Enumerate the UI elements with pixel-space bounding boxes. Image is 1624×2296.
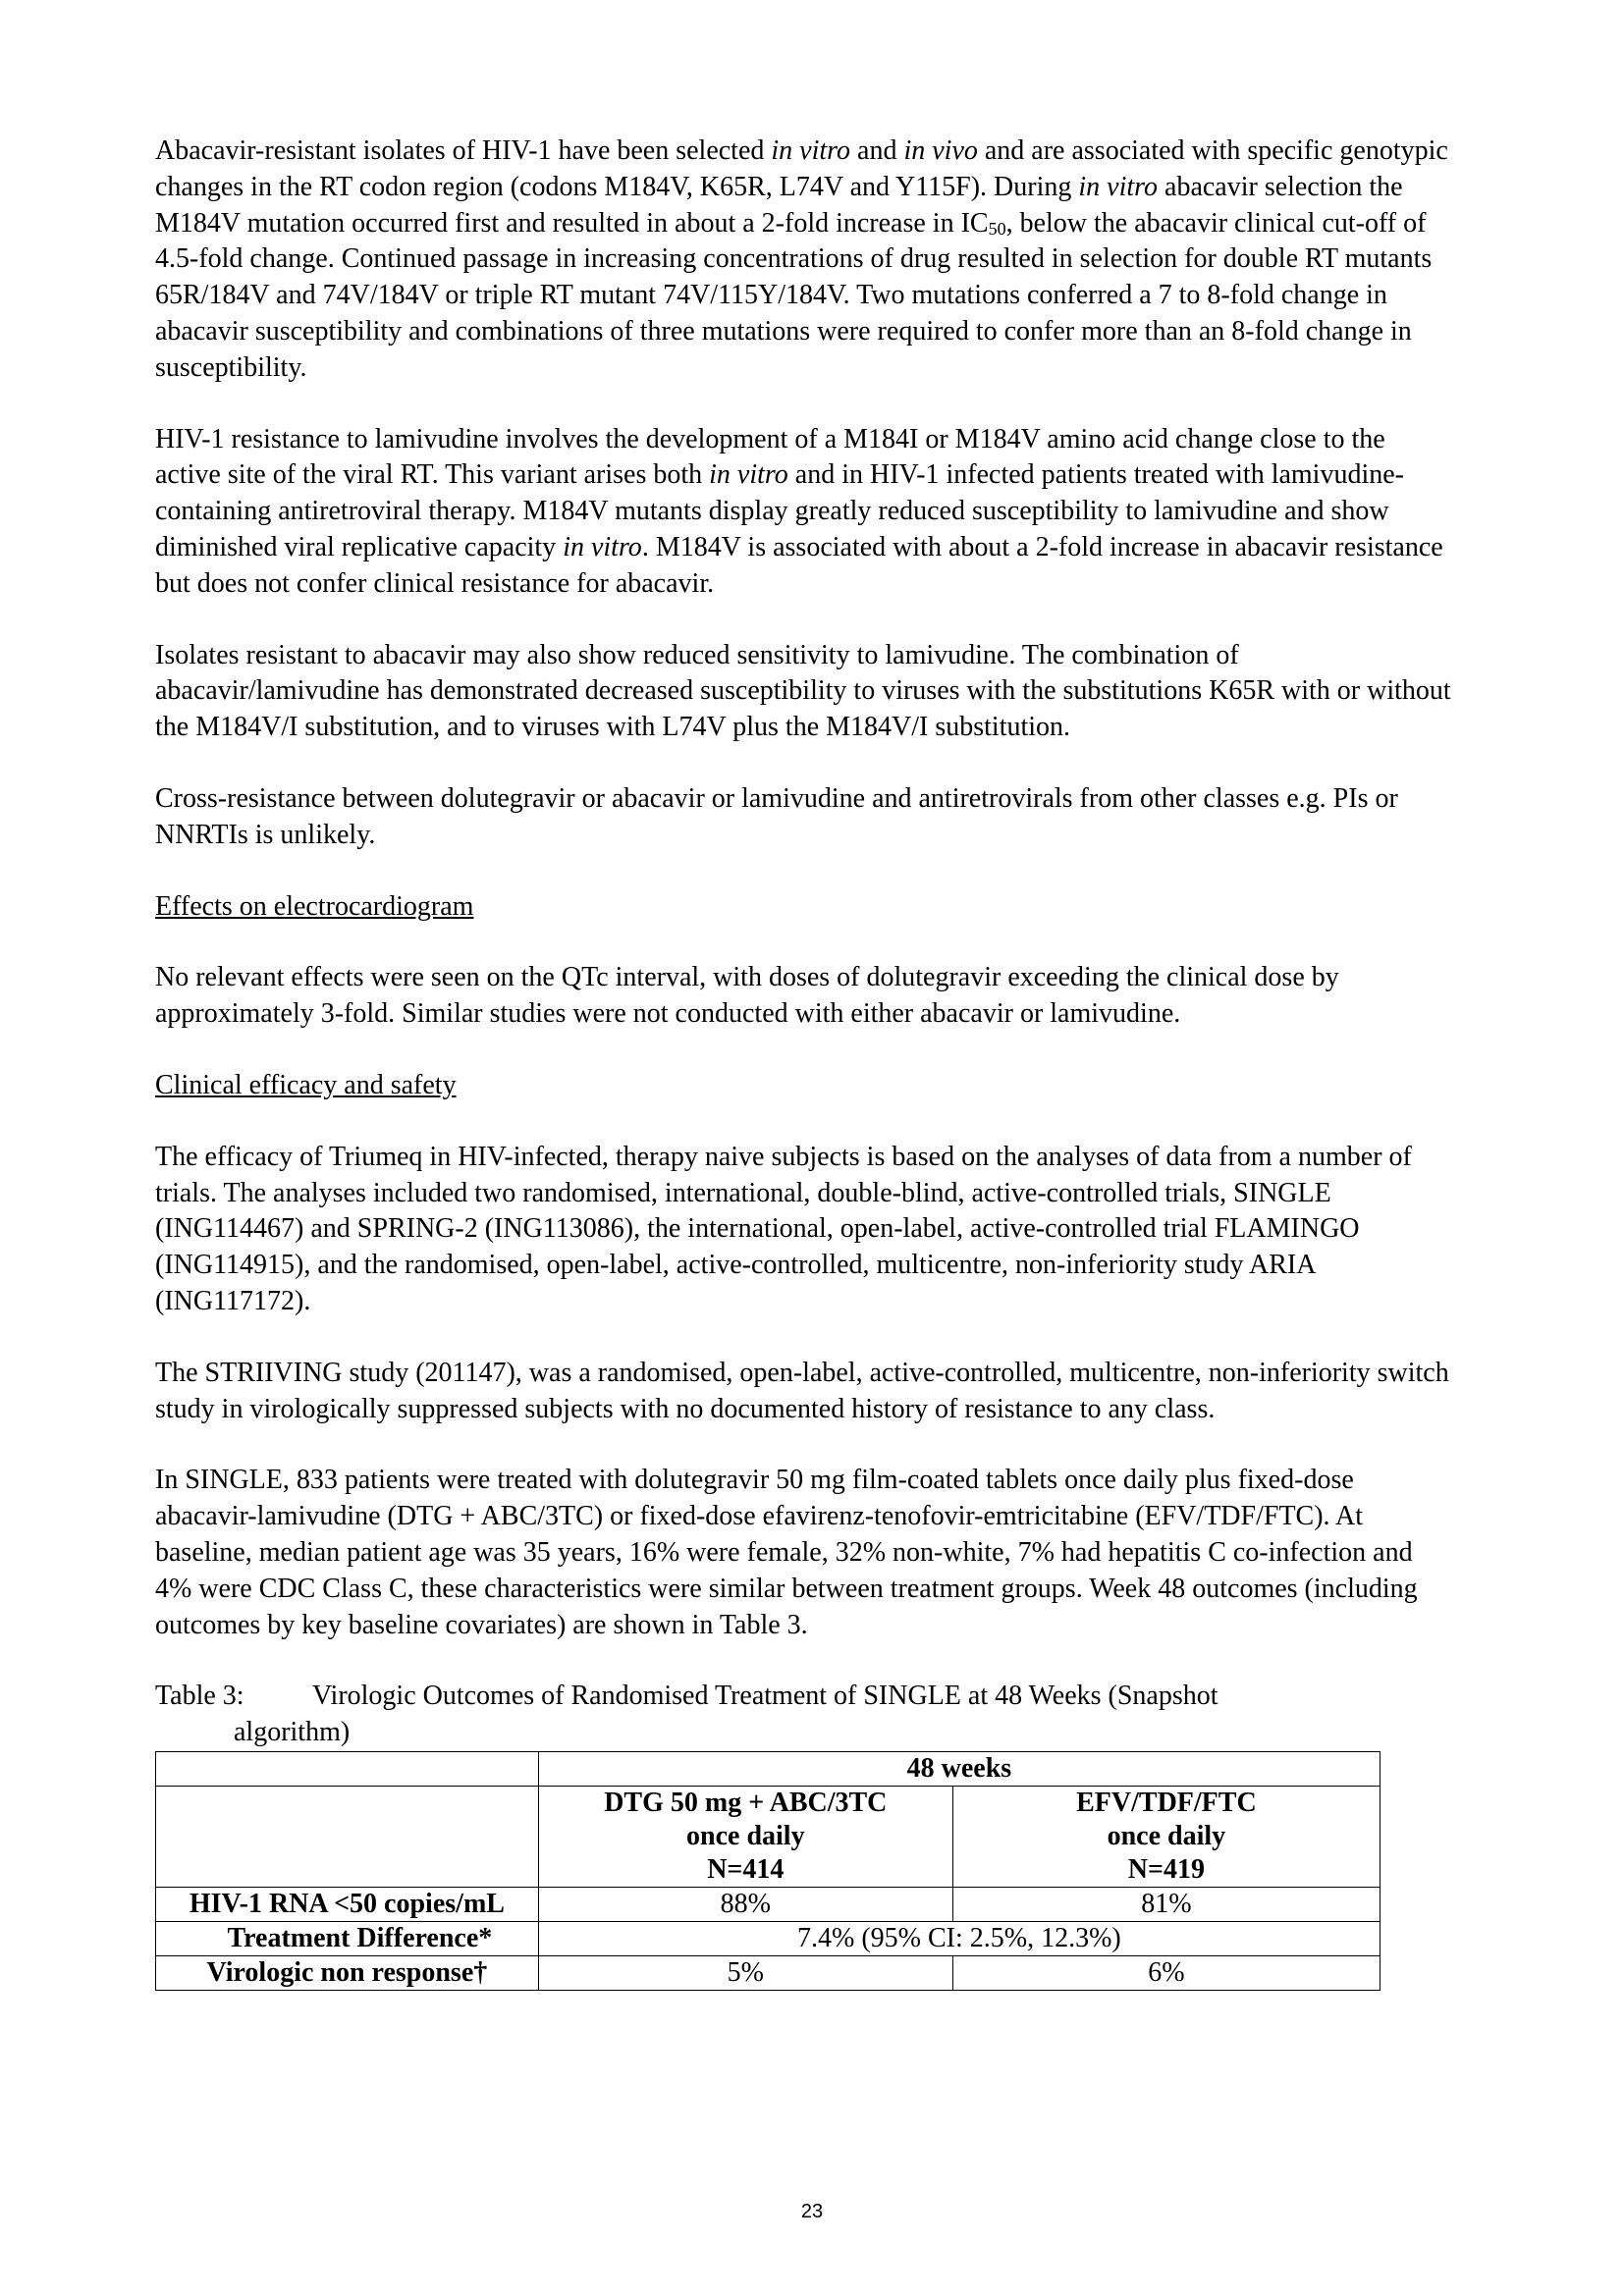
paragraph-striiving: The STRIIVING study (201147), was a randomised, open-label, active-controlled, multicentre, non-inferiority switch study in virologically suppressed subjects with no documented history of resistance to any class.	[155, 1357, 1449, 1424]
heading-electrocardiogram: Effects on electrocardiogram	[155, 890, 474, 922]
table-cell: 81%	[952, 1887, 1380, 1921]
column-header-efv: EFV/TDF/FTC once daily N=419	[952, 1786, 1380, 1887]
table-cell: 5%	[538, 1955, 952, 1990]
column-header-dtg: DTG 50 mg + ABC/3TC once daily N=414	[538, 1786, 952, 1887]
paragraph-isolates: Isolates resistant to abacavir may also show reduced sensitivity to lamivudine. The combination of abacavir/lamivudine has demonstrated decreased susceptibility to viruses with the substitutions K65R with or without the M184V/I substitution, and to viruses with L74V plus the M184V/I substitution.	[155, 639, 1451, 743]
table-caption-text: Virologic Outcomes of Randomised Treatment of SINGLE at 48 Weeks (Snapshot	[312, 1681, 1218, 1712]
heading-clinical-efficacy: Clinical efficacy and safety	[155, 1069, 457, 1100]
table-empty-header	[156, 1786, 539, 1887]
page-number: 23	[800, 2201, 824, 2222]
table-empty-corner	[156, 1751, 539, 1786]
table-caption-label: Table 3:	[155, 1681, 244, 1712]
table-row	[156, 1921, 1380, 1955]
row-label: Virologic non response†	[156, 1955, 539, 1990]
paragraph-lamivudine-resistance: HIV-1 resistance to lamivudine involves the development of a M184I or M184V amino acid change close to the active site of the viral RT. This variant arises both in vitro and in HIV-1 infected patients treated with lamivudine-containing antiretroviral therapy. M184V mutants display greatly reduced susceptibility to lamivudine and show diminished viral replicative capacity in vitro. M184V is associated with about a 2-fold increase in abacavir resistance but does not confer clinical resistance for abacavir.	[155, 423, 1443, 599]
paragraph-cross-resistance: Cross-resistance between dolutegravir or abacavir or lamivudine and antiretrovirals from other classes e.g. PIs or NNRTIs is unlikely.	[155, 782, 1398, 850]
table-caption-continued: algorithm)	[234, 1717, 351, 1748]
table-row	[156, 1955, 1380, 1990]
virologic-outcomes-table	[155, 1751, 1380, 1991]
table-column-header-row	[156, 1786, 1380, 1887]
row-label: HIV-1 RNA <50 copies/mL	[156, 1887, 539, 1921]
document-page	[155, 133, 1451, 1991]
table-cell: 6%	[952, 1955, 1380, 1990]
row-label: Treatment Difference*	[156, 1921, 539, 1955]
table-row	[156, 1887, 1380, 1921]
paragraph-qtc: No relevant effects were seen on the QTc interval, with doses of dolutegravir exceeding the clinical dose by approximately 3-fold. Similar studies were not conducted with either abacavir or lamivudine.	[155, 962, 1339, 1030]
table-group-header-row	[156, 1751, 1380, 1786]
table-cell-merged: 7.4% (95% CI: 2.5%, 12.3%)	[538, 1921, 1380, 1955]
paragraph-abacavir-resistance: Abacavir-resistant isolates of HIV-1 have been selected in vitro and in vivo and are associated with specific genotypic changes in the RT codon region (codons M184V, K65R, L74V and Y115F). During in vitro abacavir selection the M184V mutation occurred first and resulted in about a 2-fold increase in $IC_{50}$, below the abacavir clinical cut-off of 4.5-fold change. Continued passage in increasing concentrations of drug resulted in selection for double RT mutants 65R/184V and 74V/184V or triple RT mutant 74V/115Y/184V. Two mutations conferred a 7 to 8-fold change in abacavir susceptibility and combinations of three mutations were required to confer more than an 8-fold change in susceptibility.	[155, 135, 1448, 383]
table-group-header: 48 weeks	[538, 1751, 1380, 1786]
table-cell: 88%	[538, 1887, 952, 1921]
paragraph-efficacy: The efficacy of Triumeq in HIV-infected, therapy naive subjects is based on the analyses of data from a number of trials. The analyses included two randomised, international, double-blind, active-controlled trials, SINGLE (ING114467) and SPRING-2 (ING113086), the international, open-label, active-controlled trial FLAMINGO (ING114915), and the randomised, open-label, active-controlled, multicentre, non-inferiority study ARIA (ING117172).	[155, 1141, 1412, 1316]
paragraph-single: In SINGLE, 833 patients were treated with dolutegravir 50 mg film-coated tablets once daily plus fixed-dose abacavir-lamivudine (DTG + ABC/3TC) or fixed-dose efavirenz-tenofovir-emtricitabine (EFV/TDF/FTC). At baseline, median patient age was 35 years, 16% were female, 32% non-white, 7% had hepatitis C co-infection and 4% were CDC Class C, these characteristics were similar between treatment groups. Week 48 outcomes (including outcomes by key baseline covariates) are shown in Table 3.	[155, 1465, 1418, 1640]
table-caption	[155, 1679, 1451, 1751]
